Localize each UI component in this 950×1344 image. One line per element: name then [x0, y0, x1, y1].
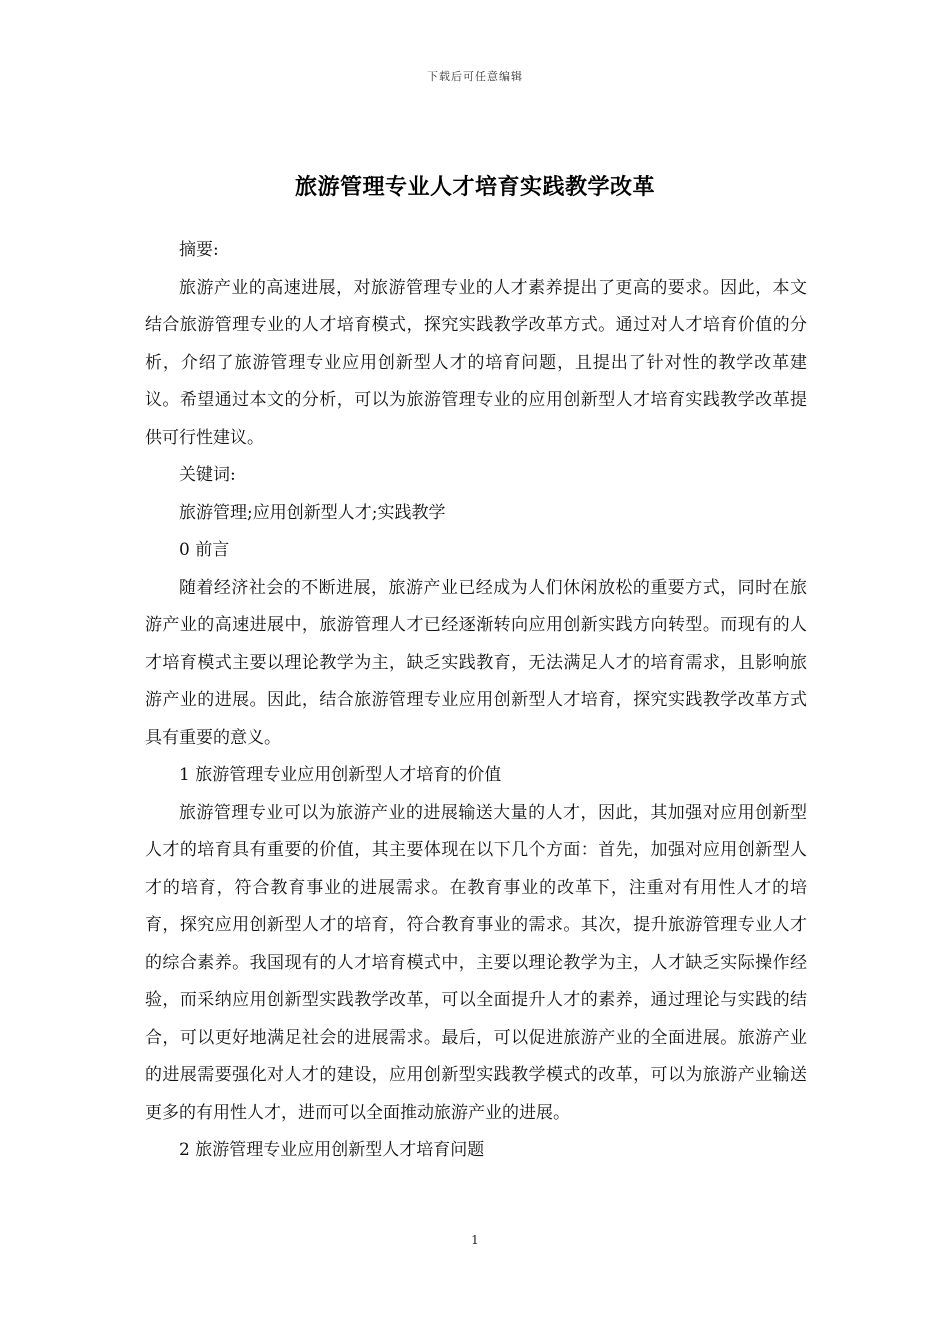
page-number: 1: [471, 1233, 479, 1247]
section-heading-0: 0 前言: [179, 540, 230, 560]
body-paragraph: 随着经济社会的不断进展，旅游产业已经成为人们休闲放松的重要方式，同时在旅游产业的高速进展中，旅游管理人才已经逐渐转向应用创新实践方向转型。而现有的人才培育模式主要以理论教学为主，缺乏实践教育，无法满足人才的培育需求，且影响旅游产业的进展。因此，结合旅游管理专业应用创新型人才培育，探究实践教学改革方式具有重要的意义。: [145, 577, 807, 748]
abstract-heading: 摘要:: [179, 240, 219, 260]
document-body: [145, 232, 807, 1170]
section-heading-2: 2 旅游管理专业应用创新型人才培育问题: [179, 1140, 485, 1160]
abstract-paragraph: 旅游产业的高速进展，对旅游管理专业的人才素养提出了更高的要求。因此，本文结合旅游管理专业的人才培育模式，探究实践教学改革方式。通过对人才培育价值的分析，介绍了旅游管理专业应用创新型人才的培育问题，且提出了针对性的教学改革建议。希望通过本文的分析，可以为旅游管理专业的应用创新型人才培育实践教学改革提供可行性建议。: [145, 277, 807, 448]
body-paragraph: 旅游管理专业可以为旅游产业的进展输送大量的人才，因此，其加强对应用创新型人才的培育具有重要的价值，其主要体现在以下几个方面：首先，加强对应用创新型人才的培育，符合教育事业的进展需求。在教育事业的改革下，注重对有用性人才的培育，探究应用创新型人才的培育，符合教育事业的需求。其次，提升旅游管理专业人才的综合素养。我国现有的人才培育模式中，主要以理论教学为主，人才缺乏实际操作经验，而采纳应用创新型实践教学改革，可以全面提升人才的素养，通过理论与实践的结合，可以更好地满足社会的进展需求。最后，可以促进旅游产业的全面进展。旅游产业的进展需要强化对人才的建设，应用创新型实践教学模式的改革，可以为旅游产业输送更多的有用性人才，进而可以全面推动旅游产业的进展。: [145, 802, 807, 1123]
keywords-heading: 关键词:: [179, 465, 236, 485]
keywords-list: 旅游管理;应用创新型人才;实践教学: [179, 502, 446, 523]
section-heading-1: 1 旅游管理专业应用创新型人才培育的价值: [179, 765, 502, 785]
page-header-note: 下载后可任意编辑: [427, 70, 523, 83]
document-title: 旅游管理专业人才培育实践教学改革: [294, 173, 655, 200]
